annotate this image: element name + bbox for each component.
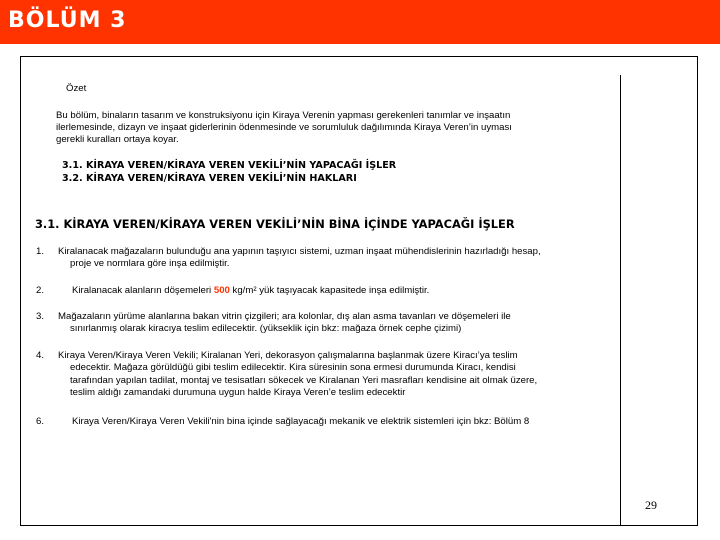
summary-line-1: Bu bölüm, binaların tasarım ve konstruksiyonu için Kiraya Verenin yapması gerekenleri tanımlar ve inşaatın	[56, 110, 511, 121]
item-2-text	[72, 285, 429, 297]
item-2-pre: Kiralanacak alanların döşemeleri	[72, 285, 214, 296]
item-1-line-2: proje ve normlara göre inşa edilmiştir.	[70, 258, 230, 269]
item-number: 4.	[36, 350, 45, 361]
summary-label: Özet	[66, 83, 87, 94]
page-number: 29	[645, 498, 657, 512]
page-title: BÖLÜM 3	[8, 8, 127, 33]
toc-item-3-2: 3.2. KİRAYA VEREN/KİRAYA VEREN VEKİLİ’NİN HAKLARI	[62, 173, 357, 184]
item-4-line-2: edecektir. Mağaza görüldüğü gibi teslim edilecektir. Kira süresinin sona ermesi durumunda Kiracı, kendisi	[70, 362, 516, 373]
title-bar	[0, 0, 720, 44]
item-number: 3.	[36, 311, 45, 322]
item-number: 2.	[36, 285, 45, 296]
item-4-line-3: tarafından yapılan tadilat, montaj ve tesisatları sökecek ve Kiralanan Yeri masrafları kendisine ait olmak üzere,	[70, 375, 538, 386]
column-divider	[620, 75, 621, 526]
section-heading: 3.1. KİRAYA VEREN/KİRAYA VEREN VEKİLİ’NİN BİNA İÇİNDE YAPACAĞI İŞLER	[35, 217, 515, 231]
summary-line-2: ilerlemesinde, dizayn ve inşaat giderlerinin ödenmesinde ve sorumluluk dağılımında Kiraya Veren’in uyması	[56, 122, 512, 133]
summary-line-3: gerekli kuralları ortaya koyar.	[56, 134, 179, 145]
item-number: 1.	[36, 246, 45, 257]
load-capacity-value: 500	[213, 285, 230, 296]
item-2-post: kg/m² yük taşıyacak kapasitede inşa edilmiştir.	[229, 285, 430, 296]
item-3-line-2: sınırlanmış olarak kiracıya teslim edilecektir. (yükseklik için bkz: mağaza örnek cephe çizimi)	[70, 323, 462, 334]
item-number: 6.	[36, 416, 45, 427]
item-1-line-1: Kiralanacak mağazaların bulunduğu ana yapının taşıyıcı sistemi, uzman inşaat mühendislerinin hazırladığı hesap,	[58, 246, 541, 257]
item-3-line-1: Mağazaların yürüme alanlarına bakan vitrin çizgileri; ara kolonlar, dış alan asma tavanları ve döşemeleri ile	[58, 311, 511, 322]
item-4-line-1: Kiraya Veren/Kiraya Veren Vekili; Kiralanan Yeri, dekorasyon çalışmalarına başlanmak üzere Kiracı’ya teslim	[58, 350, 518, 361]
item-4-line-4: teslim aldığı zamandaki durumuna uygun halde Kiraya Veren’e teslim edecektir	[70, 387, 406, 398]
item-6-line-1: Kiraya Veren/Kiraya Veren Vekili'nin bina içinde sağlayacağı mekanik ve elektrik sistemleri için bkz: Bölüm 8	[72, 416, 530, 427]
toc-item-3-1: 3.1. KİRAYA VEREN/KİRAYA VEREN VEKİLİ’NİN YAPACAĞI İŞLER	[62, 160, 397, 171]
